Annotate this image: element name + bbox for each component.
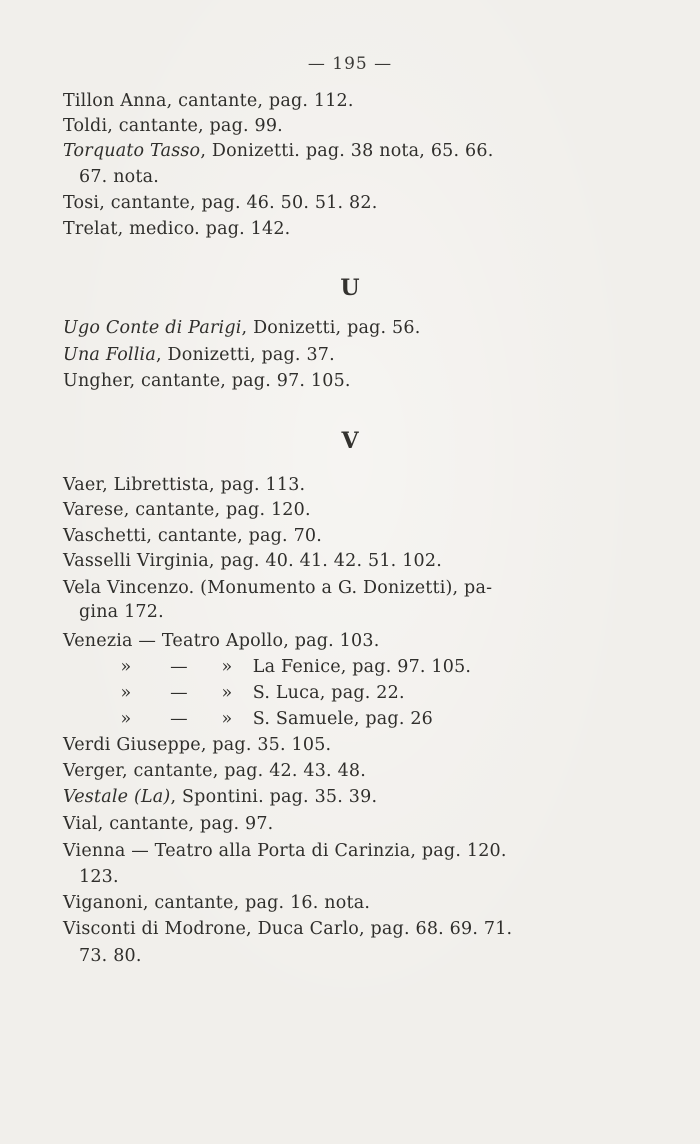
index-entry-verger: Verger, cantante, pag. 42. 43. 48. [63, 761, 367, 781]
index-subentry-s-samuele [101, 708, 433, 730]
dash-mark: — [170, 709, 188, 729]
index-entry-vienna: Vienna — Teatro alla Porta di Carinzia, pag. 120. [63, 841, 507, 861]
index-entry-tosi: Tosi, cantante, pag. 46. 50. 51. 82. [63, 193, 378, 213]
ditto-mark: » [120, 709, 132, 729]
index-entry-torquato-tasso [63, 140, 493, 162]
entry-rest: , Donizetti. pag. 38 nota, 65. 66. [200, 141, 494, 161]
index-entry-continuation: 67. nota. [79, 167, 160, 187]
page-number: — 195 — [307, 54, 393, 74]
index-entry-vaer: Vaer, Librettista, pag. 113. [63, 475, 306, 495]
index-entry-vela: Vela Vincenzo. (Monumento a G. Donizetti), pa- [63, 578, 493, 598]
index-entry-toldi: Toldi, cantante, pag. 99. [63, 116, 283, 136]
ditto-mark: » [221, 683, 233, 703]
index-entry-vasselli: Vasselli Virginia, pag. 40. 41. 42. 51. 102. [63, 551, 442, 571]
section-letter-v: V [341, 428, 359, 454]
index-entry-verdi: Verdi Giuseppe, pag. 35. 105. [63, 735, 332, 755]
dash-mark: — [170, 657, 188, 677]
entry-title-italic: Una Follia [63, 345, 156, 365]
entry-title-italic: Torquato Tasso [63, 141, 201, 161]
index-entry-vaschetti: Vaschetti, cantante, pag. 70. [63, 526, 323, 546]
index-entry-vial: Vial, cantante, pag. 97. [63, 814, 274, 834]
index-entry-ugo-conte [63, 317, 420, 339]
index-entry-trelat: Trelat, medico. pag. 142. [63, 219, 291, 239]
index-entry-viganoni: Viganoni, cantante, pag. 16. nota. [63, 893, 371, 913]
index-entry-una-follia [63, 344, 335, 366]
section-letter-u: U [340, 275, 360, 301]
ditto-mark: » [120, 657, 132, 677]
index-entry-continuation: 73. 80. [79, 946, 142, 966]
index-entry-vestale [63, 786, 377, 808]
index-entry-ungher: Ungher, cantante, pag. 97. 105. [63, 371, 351, 391]
index-entry-continuation: gina 172. [79, 602, 164, 622]
index-entry-visconti: Visconti di Modrone, Duca Carlo, pag. 68. 69. 71. [63, 919, 513, 939]
subentry-text: S. Luca, pag. 22. [252, 683, 405, 703]
ditto-mark: » [120, 683, 132, 703]
entry-rest: , Spontini. pag. 35. 39. [170, 787, 378, 807]
ditto-mark: » [221, 657, 233, 677]
dash-mark: — [170, 683, 188, 703]
entry-rest: , Donizetti, pag. 37. [155, 345, 335, 365]
subentry-text: S. Samuele, pag. 26 [252, 709, 434, 729]
entry-title-italic: Ugo Conte di Parigi [63, 318, 242, 338]
entry-title-italic: Vestale (La) [63, 787, 171, 807]
entry-rest: , Donizetti, pag. 56. [241, 318, 421, 338]
subentry-text: La Fenice, pag. 97. 105. [252, 657, 472, 677]
index-entry-continuation: 123. [79, 867, 119, 887]
index-entry-varese: Varese, cantante, pag. 120. [63, 500, 311, 520]
index-subentry-la-fenice [101, 656, 471, 678]
ditto-mark: » [221, 709, 233, 729]
index-entry-tillon: Tillon Anna, cantante, pag. 112. [63, 91, 354, 111]
index-entry-venezia: Venezia — Teatro Apollo, pag. 103. [63, 631, 380, 651]
index-subentry-s-luca [101, 682, 405, 704]
